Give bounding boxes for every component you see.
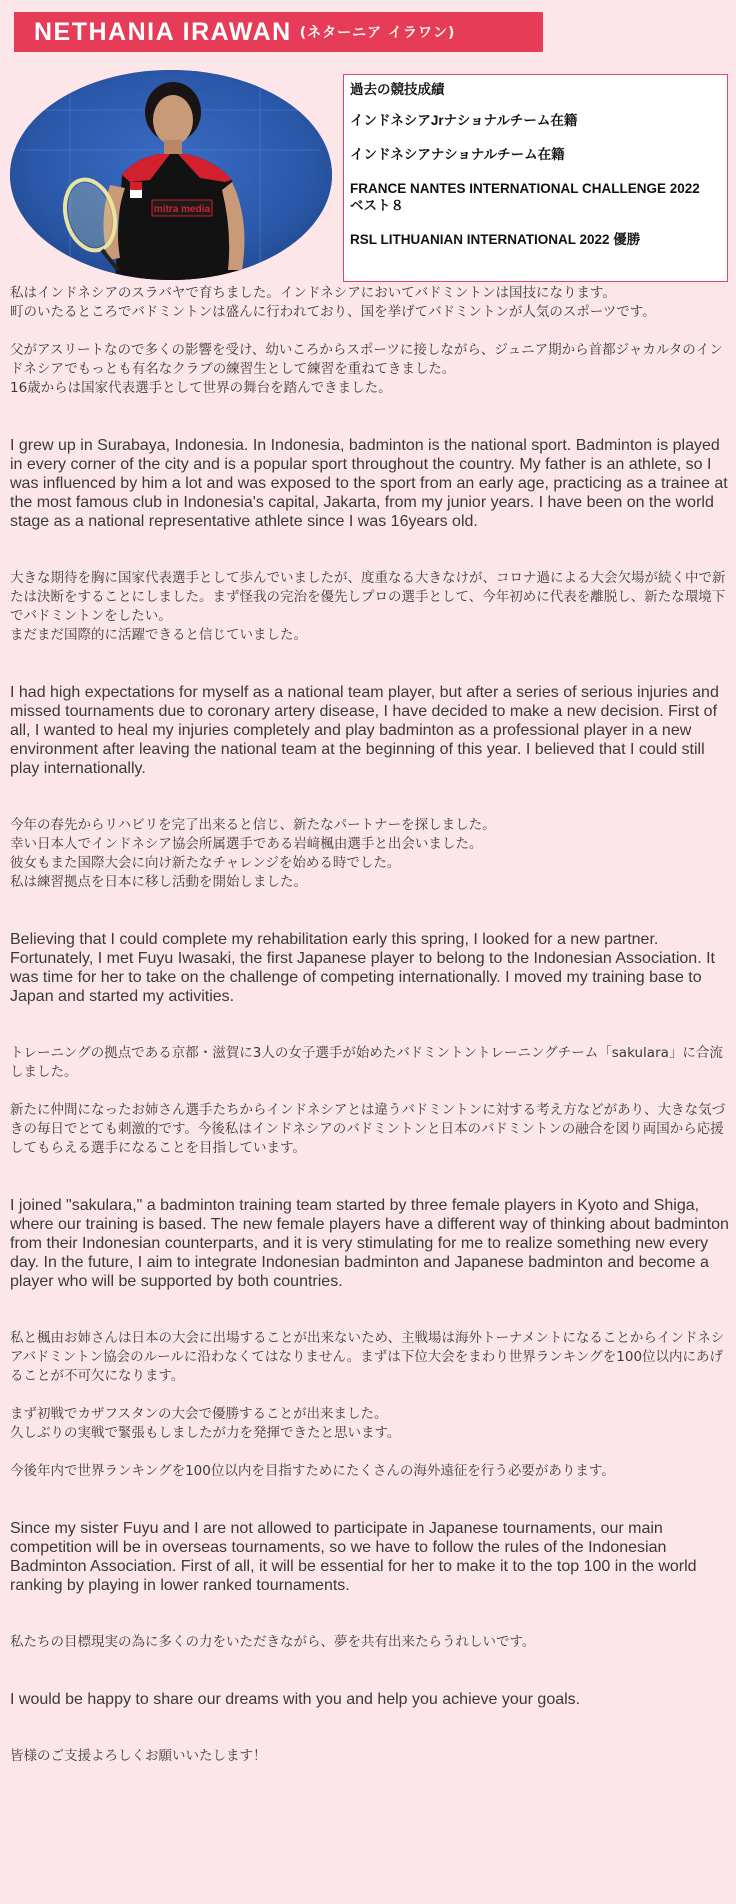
paragraph-ja: 今年の春先からリハビリを完了出来ると信じ、新たなパートナーを探しました。 幸い日本人でインドネシア協会所属選手である岩﨑楓由選手と出会いました。 彼女もまた国際大会に向け新たなチャレンジを始める時でした。 私は練習拠点を日本に移し活動を開始しました。 [10,817,496,890]
paragraph-en: Since my sister Fuyu and I are not allowed to participate in Japanese tournaments, our main competition will be in overseas tournaments, so we have to follow the rules of the Indonesian Badminton Association. First of all, it will be essential for her to make it to the top 100 in the world ranking by playing in lower ranked tournaments. [10,1520,697,1594]
achievement-item: インドネシアナショナルチーム在籍 [350,147,565,162]
paragraph-en: Believing that I could complete my rehabilitation early this spring, I looked for a new partner. Fortunately, I met Fuyu Iwasaki, the first Japanese player to belong to the Indonesian Association. It was time for her to take on the challenge of competing internationally. I moved my training base to Japan and started my activities. [10,931,715,1005]
achievements-box [343,74,728,282]
paragraph-ja: 父がアスリートなので多くの影響を受け、幼いころからスポーツに接しながら、ジュニア期から首都ジャカルタのインドネシアでもっとも有名なクラブの練習生として練習を重ねてきました。 16歳からは国家代表選手として世界の舞台を踏んできました。 [10,342,723,396]
player-illustration [10,70,332,280]
title-bar [14,12,543,52]
paragraph-en: I would be happy to share our dreams with you and help you achieve your goals. [10,1691,581,1708]
shirt-logo: mitra media [153,204,211,215]
player-name-kana: (ネターニア イラワン) [299,25,456,41]
paragraph-ja: 今後年内で世界ランキングを100位以内を目指すためにたくさんの海外遠征を行う必要があります。 [10,1463,615,1479]
player-name: NETHANIA IRAWAN [34,17,292,46]
paragraph-ja: 皆様のご支援よろしくお願いいたします！ [10,1748,267,1764]
profile-body [10,283,730,1766]
paragraph-en: I joined "sakulara," a badminton training team started by three female players in Kyoto and Shiga, where our training is based. The new female players have a different way of thinking about badminton from their Indonesian counterparts, and it is very stimulating for me to realize something new every day. In the future, I aim to integrate Indonesian badminton and Japanese badminton and become a player who will be supported by both countries. [10,1197,729,1290]
achievement-item: RSL LITHUANIAN INTERNATIONAL 2022 優勝 [350,232,641,247]
paragraph-ja: 大きな期待を胸に国家代表選手として歩んでいましたが、度重なる大きなけが、コロナ過による大会欠場が続く中で新たは決断をすることにしました。まず怪我の完治を優先しプロの選手として、今年初めに代表を離脱し、新たな環境下でバドミントンをしたい。 まだまだ国際的に活躍できると信じていました。 [10,570,726,643]
paragraph-ja: 私はインドネシアのスラバヤで育ちました。インドネシアにおいてバドミントンは国技になります。 町のいたるところでバドミントンは盛んに行われており、国を挙げてバドミントンが人気のスポーツです。 [10,285,656,320]
achievement-item: インドネシアJrナショナルチーム在籍 [350,113,578,128]
paragraph-ja: 新たに仲間になったお姉さん選手たちからインドネシアとは違うバドミントンに対する考え方などがあり、大きな気づきの毎日でとても刺激的です。今後私はインドネシアのバドミントンと日本のバドミントンの融合を図り両国から応援してもらえる選手になることを目指しています。 [10,1102,726,1156]
achievement-item: FRANCE NANTES INTERNATIONAL CHALLENGE 2022 ベスト８ [350,181,714,213]
paragraph-en: I had high expectations for myself as a national team player, but after a series of serious injuries and missed tournaments due to coronary artery disease, I have decided to make a new decision. First of all, I wanted to heal my injuries completely and play badminton as a professional player in a new environment after leaving the national team at the beginning of this year. I believed that I could still play internationally. [10,684,719,777]
player-photo [10,70,332,280]
paragraph-ja: 私たちの目標現実の為に多くの力をいただきながら、夢を共有出来たらうれしいです。 [10,1634,536,1650]
paragraph-ja: 私と楓由お姉さんは日本の大会に出場することが出来ないため、主戦場は海外トーナメントになることからインドネシアバドミントン協会のルールに沿わなくてはなりません。まずは下位大会をまわり世界ランキングを100位以内にあげることが不可欠になります。 [10,1330,725,1384]
paragraph-ja: まず初戦でカザフスタンの大会で優勝することが出来ました。 久しぶりの実戦で緊張もしましたが力を発揮できたと思います。 [10,1406,401,1441]
paragraph-ja: トレーニングの拠点である京都・滋賀に3人の女子選手が始めたバドミントントレーニングチーム「sakulara」に合流しました。 [10,1045,723,1080]
paragraph-en: I grew up in Surabaya, Indonesia. In Indonesia, badminton is the national sport. Badminton is played in every corner of the city and is a popular sport throughout the country. My father is an athlete, so I was influenced by him a lot and was exposed to the sport from an early age, practicing as a trainee at the most famous club in Indonesia's capital, Jakarta, from my junior years. I have been on the world stage as a national representative athlete since I was 16years old. [10,437,728,530]
achievements-heading: 過去の競技成績 [350,82,445,97]
